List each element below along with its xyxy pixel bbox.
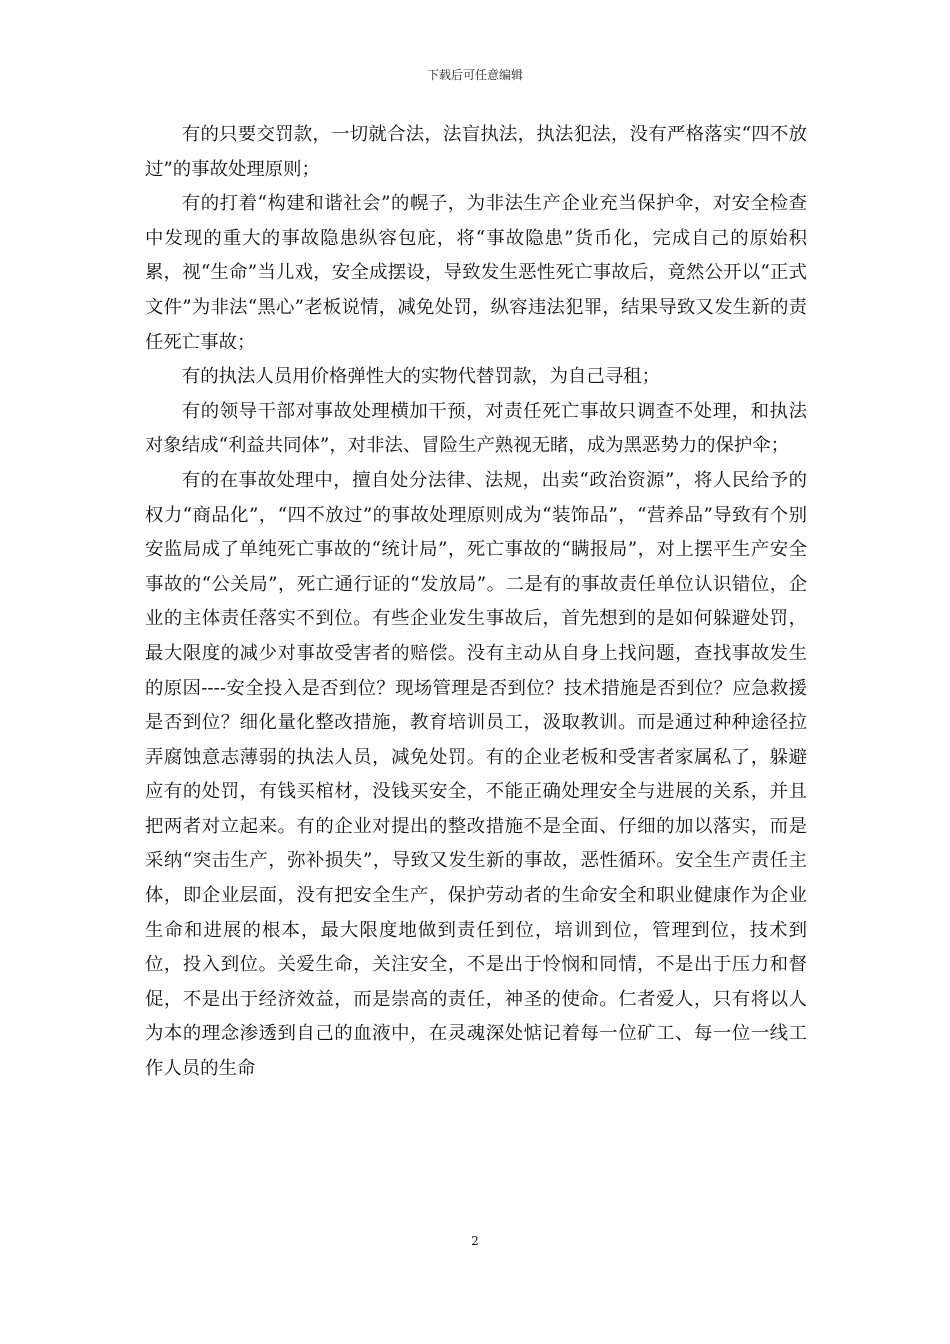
paragraph-2: 有的打着“构建和谐社会”的幌子，为非法生产企业充当保护伞，对安全检查中发现的重大的事故隐患纵容包庇，将“事故隐患”货币化，完成自己的原始积累，视“生命”当儿戏，安全成摆设，导致发生恶性死亡事故后，竟然公开以“正式文件”为非法“黑心”老板说情，减免处罚，纵容违法犯罪，结果导致又发生新的责任死亡事故； xyxy=(145,193,807,353)
paragraph-4: 有的领导干部对事故处理横加干预，对责任死亡事故只调查不处理，和执法对象结成“利益共同体”，对非法、冒险生产熟视无睹，成为黑恶势力的保护伞； xyxy=(145,400,807,457)
body-text xyxy=(145,118,807,1087)
page-header: 下载后可任意编辑 xyxy=(426,68,523,82)
paragraph-3: 有的执法人员用价格弹性大的实物代替罚款，为自己寻租； xyxy=(181,366,660,388)
paragraph-5: 有的在事故处理中，擅自处分法律、法规，出卖“政治资源”，将人民给予的权力“商品化”，“四不放过”的事故处理原则成为“装饰品”，“营养品”导致有个别安监局成了单纯死亡事故的“统计局”，死亡事故的“瞒报局”，对上摆平生产安全事故的“公关局”，死亡通行证的“发放局”。二是有的事故责任单位认识错位，企业的主体责任落实不到位。有些企业发生事故后，首先想到的是如何躲避处罚，最大限度的减少对事故受害者的赔偿。没有主动从自身上找问题，查找事故发生的原因----安全投入是否到位？现场管理是否到位？技术措施是否到位？应急救援是否到位？细化量化整改措施，教育培训员工，汲取教训。而是通过种种途径拉弄腐蚀意志薄弱的执法人员，减免处罚。有的企业老板和受害者家属私了，躲避应有的处罚，有钱买棺材，没钱买安全，不能正确处理安全与进展的关系，并且把两者对立起来。有的企业对提出的整改措施不是全面、仔细的加以落实，而是采纳“突击生产，弥补损失”，导致又发生新的事故，恶性循环。安全生产责任主体，即企业层面，没有把安全生产，保护劳动者的生命安全和职业健康作为企业生命和进展的根本，最大限度地做到责任到位，培训到位，管理到位，技术到位，投入到位。关爱生命，关注安全，不是出于怜悯和同情，不是出于压力和督促，不是出于经济效益，而是崇高的责任，神圣的使命。仁者爱人，只有将以人为本的理念渗透到自己的血液中，在灵魂深处惦记着每一位矿工、每一位一线工作人员的生命 xyxy=(145,469,807,1080)
page-number: 2 xyxy=(471,1234,479,1248)
paragraph-1: 有的只要交罚款，一切就合法，法盲执法，执法犯法，没有严格落实“四不放过”的事故处理原则； xyxy=(145,124,807,180)
